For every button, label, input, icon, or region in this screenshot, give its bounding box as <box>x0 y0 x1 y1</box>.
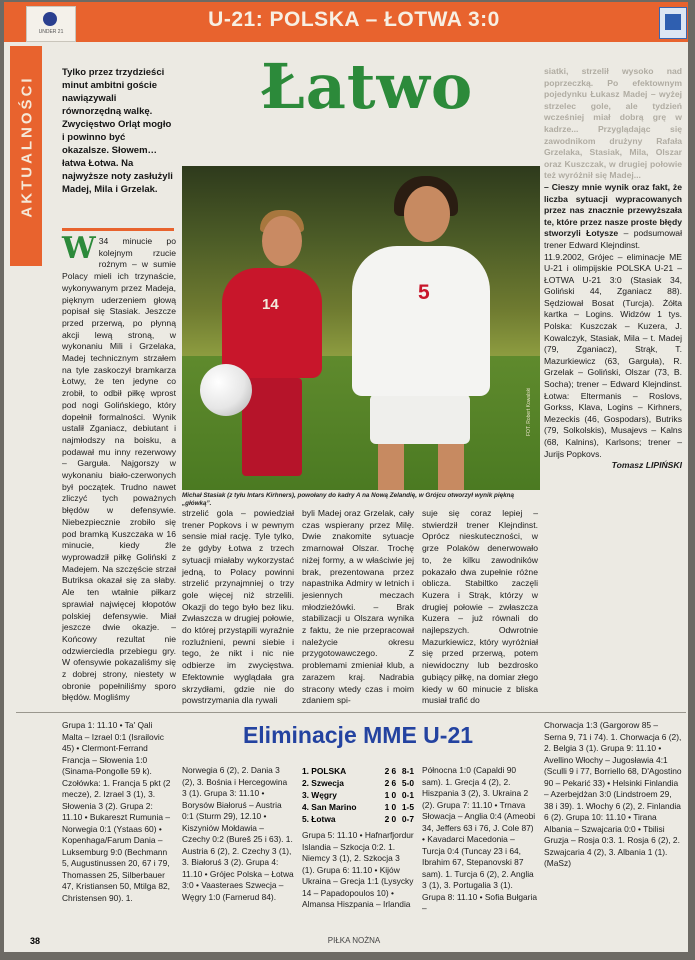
standings-cell: 1. POLSKA <box>302 766 347 776</box>
article-column-1: W 34 minucie po kolejnym rzucie rożnym – w sumie Polacy mieli ich trzynaście, wykonywanym przez Madeja, pięknym uderzeniem głową popisał się Stasiak. Jeszcze przed przerwą, po płynną akcji lewą stroną, w wykonaniu Mili i Grzelaka, Madej technicznym strzałem na tyle zaskoczył bramkarza Łotwy, że ten jedyne co zrobił, to odbił piłkę wprost pod nogi Golińskiego, który dopełnił formalności. Wynik ustalił Zganiacz, debiutant i najmłodszy na boisku, a podawał mu inny rezerwowy – Garguła. Najgorszy w wykonaniu biało-czerwonych był początek. Trudno nawet zliczyć tych poważnych błędów w defensywie. Niebezpiecznie zrobiło się pod bramką Kuszczaka w 16 minucie, kiedy źle wyprowadził piłkę Goliński z Madejem. Na szczęście strzał Butriksa okazał się za słaby. Ale ten wtałnie piłkarz sprawiał najwięcej kłopotów polskiej defensywie. Miał jeszcze dwie okazje. – Końcowy rezultat nie odzwierciedla przebiegu gry. W ofensywie pokazaliśmy się z dobrej strony, niestety w obronie popełniliśmy sporo błędów. Mogliśmy <box>62 231 176 703</box>
headline: Łatwo <box>260 50 474 123</box>
standings-cell: 1 <box>384 790 390 800</box>
article-lead: Tylko przez trzydzieści minut ambitni goście nawiązywali równorzędną walkę. Zwycięstwo Orląt mogło i powinno być okazalsze. Słowem… łatwa Łotwa. Na najwyższe noty zasłużyli Madej, Mila i Grzelak. <box>62 67 173 195</box>
shirt-number: 5 <box>418 281 430 304</box>
section-tab <box>10 46 42 266</box>
badge-icon <box>659 7 687 39</box>
magazine-page <box>4 2 688 952</box>
standings-row <box>302 813 414 825</box>
uefa-logo <box>26 6 76 42</box>
article-column-4: suje się coraz lepiej – stwierdził trener Klejndinst. Oprócz nieskuteczności, w grze Polaków denerwowało to, że kilku zawodników pokazało dwa zupełnie różne oblicza. Stabiltko zaczęli Kuzera i Strąk, którzy w drugiej połowie – zwłaszcza Kuzera – już równali do najlepszych. Odwrotnie Mazurkiewicz, który wyróżniał się przed przerwą, potem niewidoczny lub bezdrosko gubiący piłkę, na domiar złego kiedy w 60 minucie z bliska musiał trafić do <box>422 508 538 706</box>
standings-cell: 0 <box>391 814 397 824</box>
match-report: 11.9.2002, Grójec – eliminacje ME U-21 i olimpijskie POLSKA U-21 – ŁOTWA U-21 3:0 (Stasiak 34, Goliński 44, Zganiacz 88). Sędziował Bosat (Turcja). Żółta kartka – Logins. Widzów 1 tys. Polska: Kuszczak – Kuzera, J. Kowalczyk, Stasiak, Mila – t. Madej (79, Zganiacz), Strąk, T. Mazurkiewicz (63, Garguła), R. Grzelak – Goliński, Olszar (73, B. Socha); trener – Edward Klejndinst. Łotwa: Eltermanis – Roslovs, Gorkss, Klava, Logins – Kirhners, Mezeckis (46, Gospodars), Butriks (79, Solkolskis), Musajevs – Kalns (68, Kalnins), Karlsons; trener – Jurijs Popkovs. <box>544 251 682 459</box>
author: Tomasz LIPIŃSKI <box>611 460 682 471</box>
eliminations-column-5: Chorwacja 1:3 (Gargorow 85 – Serna 9, 71 i 74). 1. Chorwacja 6 (2), 2. Belgia 3 (1). Grupa 9: 11.10 • Avellino Włochy – Jugosławia 4:1 (Sculli 9 i 77, Borriello 68, D'Agostino 90 – Pekarić 33) • Helsinki Finlandia – Azerbejdżan 3:0 (Lindstroem 29, 38 i 39). 1. Włochy 6 (2), 2. Finlandia 6 (2). Grupa 10: 11.10 • Tirana Albania – Szwajcaria 0:0 • Tbilisi Gruzja – Rosja 0:3. 1. Rosja 6 (2), 2. Szwajcaria 4 (2), 3. Albania 1 (1). (MaSz) <box>544 720 682 868</box>
eliminations-column-1: Grupa 1: 11.10 • Ta' Qali Malta – Izrael 0:1 (Israilovic 45) • Clermont-Ferrand Francja – Słowenia 1:0 (Sinama-Pongolle 59 k). Czołówka: 1. Francja 5 pkt (2 mecze), 2. Izrael 3 (1), 3. Słowenia 3 (2). Grupa 2: 11.10 • Bukareszt Rumunia – Norwegia 0:1 (Ystaas 60) • Kopenhaga/Farum Dania – Luksemburg 9:0 (Bechmann 5, Augustinussen 20, 67 i 79, Thomassen 25, Silberbauer 47, Kristiansen 50, Mtilga 82, Christensen 90). 1. <box>62 720 171 903</box>
match-photo <box>182 166 540 490</box>
standings-cell: 0 <box>391 802 397 812</box>
ball-icon <box>43 12 57 26</box>
header-bar <box>4 2 688 42</box>
standings-row <box>302 765 414 777</box>
standings-cell: 8-1 <box>401 766 414 776</box>
eliminations-column-3: Grupa 5: 11.10 • Hafnarfjordur Islandia – Szkocja 0:2. 1. Niemcy 3 (1), 2. Szkocja 3 (1). Grupa 6: 11.10 • Kijów Ukraina – Grecja 1:1 (Lysycky 14 – Papadopoulos 10) • Almansa Hiszpania – Irlandia <box>302 830 414 909</box>
standings-cell: 2 <box>384 778 390 788</box>
standings-cell: 2. Szwecja <box>302 778 344 788</box>
coach-quote: – Cieszy mnie wynik oraz fakt, że liczba sytuacji wypracowanych przez nas znacznie przewyższała te, które przez nasze proste błędy stworzyli Łotysze <box>544 181 682 239</box>
standings-row <box>302 777 414 789</box>
standings-cell: 5-0 <box>401 778 414 788</box>
standings-cell: 4. San Marino <box>302 802 357 812</box>
standings-row <box>302 789 414 801</box>
standings-cell: 5. Łotwa <box>302 814 336 824</box>
standings-cell: 3. Węgry <box>302 790 337 800</box>
article-column-right: siatki, strzelił wysoko nad poprzeczką. Po efektownym pojedynku Łukasz Madej – wyżej strzelec gole, ale tydzień wcześniej miał dobrą grę w kadrze... Przyglądając się zawodnikom drużyny Rafała Grzelaka, Stasiak, Mila, Olszar oraz Kuszczak, w drugiej połowie też wyróżnił się Madej... – Cieszy mnie wynik oraz fakt, że liczba sytuacji wypracowanych przez nas znacznie przewyższała te, które przez nasze proste błędy stworzyli Łotysze – podsumował trener Edward Klejndinst. 11.9.2002, Grójec – eliminacje ME U-21 i olimpijskie POLSKA U-21 – ŁOTWA U-21 3:0 (Stasiak 34, Goliński 44, Zganiacz 88). Sędziował Bosat (Turcja). Żółta kartka – Logins. Widzów 1 tys. Polska: Kuszczak – Kuzera, J. Kowalczyk, Stasiak, Mila – t. Madej (79, Zganiacz), Strąk, T. Mazurkiewicz (63, Garguła), R. Grzelak – Goliński, Olszar (73, B. Socha); trener – Edward Klejndinst. Łotwa: Eltermanis – Roslovs, Gorkss, Klava, Logins – Kirhners, Mezeckis (46, Gospodars), Butriks (79, Solkolskis), Musajevs – Kalns (68, Kalnins), Karlsons; trener – Jurijs Popkovs. Tomasz LIPIŃSKI <box>544 66 682 471</box>
shirt-number: 14 <box>262 296 279 313</box>
section-tab-label: AKTUALNOŚCI <box>18 75 36 218</box>
standings-cell: 1 <box>384 802 390 812</box>
dropcap: W <box>62 231 96 266</box>
standings-cell: 0 <box>391 790 397 800</box>
standings-cell: 1-5 <box>401 802 414 812</box>
photo-caption: Michał Stasiak (z tyłu Intars Kirhners), powołany do kadry A na Nową Zelandię, w Grójcu otworzył wynik piękną „główką”. <box>182 492 514 507</box>
magazine-name: PIŁKA NOŻNA <box>327 936 381 945</box>
standings-cell: 6 <box>391 766 397 776</box>
article-column-2: strzelić gola – powiedział trener Popkovs i w pewnym sensie miał rację. Tyle tylko, że gdyby Łotwa z trzech sytuacji miałaby wykorzystać jedną, to Polacy powinni strzelić przynajmniej o trzy gole więcej niż strzelili. Okazji do tego było bez liku. Zwłaszcza w drugiej połowie, do której przystąpili wyraźnie rozluźnieni, pewni siebie i tego, że nikt i nic nie odbierze im zwycięstwa. Efektownie wyglądała gra skrzydłami, gdzie nie do powstrzymania dla rywali <box>182 508 294 706</box>
football-icon <box>200 364 252 416</box>
divider <box>16 712 686 713</box>
standings-row <box>302 801 414 813</box>
article-column-3: byli Madej oraz Grzelak, cały czas wspierany przez Milę. Dwie znakomite sytuacje zmarnował Olszar. Trochę niżej formy, a w właściwie jej brak, prezentowana przez napastnika Admiry w letnich i jesiennych meczach młodzieżówki. – Brak stabilizacji u Olszara wynika z faktu, że nie przepracował należycie okresu przygotowawczego. Z problemami zmieniał klub, a zarazem kraj. Nadrabia stracony wtedy czas i moim zdaniem spi- <box>302 508 414 706</box>
standings-cell: 6 <box>391 778 397 788</box>
eliminations-column-4: Północna 1:0 (Capaldi 90 sam). 1. Grecja 4 (2), 2. Hiszpania 3 (2), 3. Ukraina 2 (2). Grupa 7: 11.10 • Trnava Słowacja – Anglia 0:4 (Ameobi 34, Jeffers 63 i 76, J. Cole 87) • Kavadarci Macedonia – Turcja 0:4 (Tuncay 23 i 64, Ibrahim 67, Stepanovski 87 sam). 1. Turcja 6 (2), 2. Anglia 3 (1), 3. Portugalia 3 (1). Grupa 8: 11.10 • Sofia Bułgaria – <box>422 765 537 913</box>
faded-text: siatki, strzelił wysoko nad poprzeczką. Po efektownym pojedynku Łukasz Madej – wyżej strzelec gole, ale tydzień wcześniej miał dobrą grę w kadrze... Przyglądając się zawodnikom drużyny Rafała Grzelaka, Stasiak, Mila, Olszar oraz Kuszczak, w drugiej połowie też wyróżnił się Madej... <box>544 66 682 181</box>
eliminations-title: Eliminacje MME U-21 <box>242 722 474 748</box>
logo-text: UNDER 21 <box>38 29 64 35</box>
eliminations-column-2: Norwegia 6 (2), 2. Dania 3 (2), 3. Bośnia i Hercegowina 3 (1). Grupa 3: 11.10 • Borysów Białoruś – Austria 0:1 (Sturm 29), 12.10 • Kiszyniów Mołdawia – Czechy 0:2 (Bureš 25 i 63). 1. Austria 6 (2), 2. Czechy 3 (1), 3. Białoruś 3 (2). Grupa 4: 11.10 • Grójec Polska – Łotwa 3:0 • Vaasteraes Szwecja – Węgry 1:0 (Farnerud 84). <box>182 765 294 902</box>
latvia-player <box>222 268 322 378</box>
standings-cell: 0-1 <box>401 790 414 800</box>
page-number: 38 <box>30 936 41 946</box>
section-title: U-21: POLSKA – ŁOTWA 3:0 <box>208 8 500 31</box>
photo-credit: FOT. Robert Kowalski <box>526 387 532 436</box>
standings-cell: 2 <box>384 814 390 824</box>
group4-standings <box>302 765 414 825</box>
standings-cell: 0-7 <box>401 814 414 824</box>
poland-player <box>352 246 490 396</box>
standings-cell: 2 <box>384 766 390 776</box>
